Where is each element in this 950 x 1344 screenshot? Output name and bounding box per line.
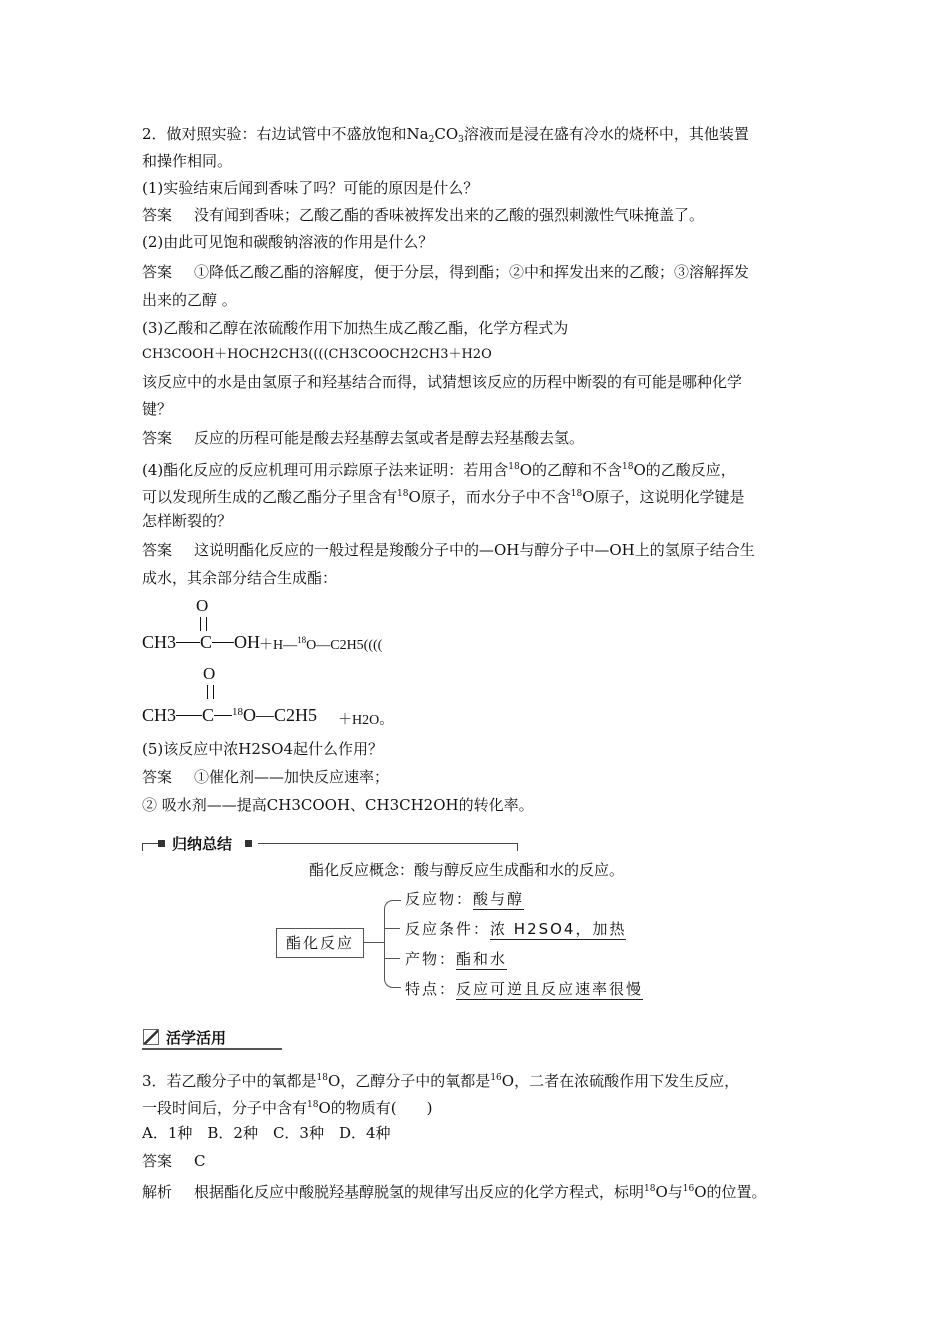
single-bond	[176, 715, 202, 716]
text: O原子，这说明化学键是	[582, 488, 745, 506]
branch-label: 特点：	[405, 980, 457, 998]
branch-products	[405, 948, 507, 969]
answer-label: 答案	[142, 206, 173, 224]
text: O的乙醇和不含	[519, 461, 623, 479]
subscript: 2	[428, 135, 435, 145]
answer-text: 没有闻到香味；乙酸乙酯的香味被挥发出来的乙酸的强烈刺激性气味掩盖了。	[194, 206, 705, 224]
isotope-16: 16	[682, 1184, 695, 1194]
branch-label: 反应物：	[405, 890, 474, 908]
branch-value: 反应可逆且反应速率很慢	[456, 980, 644, 998]
text: (4)酯化反应的反应机理可用示踪原子法来证明：若用含	[142, 461, 509, 479]
isotope-18: 18	[307, 1100, 319, 1110]
isotope-18: 18	[397, 489, 409, 499]
single-bond	[176, 642, 200, 643]
branch-value: 酯和水	[456, 950, 508, 968]
isotope-18: 18	[316, 1073, 328, 1083]
reactant-alcohol	[259, 634, 382, 654]
divider	[142, 843, 143, 851]
q3-analysis	[142, 1179, 767, 1202]
q2-p4-question-line3: 怎样断裂的？	[142, 512, 233, 530]
alcohol-group: O—C2H5((((	[306, 638, 383, 653]
ch3: CH3	[142, 632, 177, 652]
text: O原子，而水分子中不含	[408, 488, 571, 506]
branch-features	[405, 978, 643, 999]
plus-h: ＋H—	[259, 638, 298, 653]
double-bond	[207, 685, 214, 699]
q2-intro-line2: 和操作相同。	[142, 152, 233, 170]
q2-intro	[142, 124, 749, 150]
isotope-18: 18	[622, 462, 634, 472]
carbonyl-o: O	[196, 596, 209, 615]
branch-label: 反应条件：	[405, 920, 491, 938]
isotope-18: 18	[644, 1184, 656, 1194]
na: Na	[406, 125, 429, 143]
isotope-18: 18	[570, 489, 583, 499]
single-bond	[212, 642, 234, 643]
double-bond	[200, 617, 207, 631]
branch-conditions	[405, 918, 626, 939]
bracket	[384, 900, 401, 988]
text: 根据酯化反应中酸脱羟基醇脱氢的规律写出反应的化学方程式，标明	[194, 1183, 645, 1201]
product-water: ＋H2O。	[338, 713, 394, 728]
co: CO	[434, 125, 459, 143]
isotope-18: 18	[508, 462, 520, 472]
summary-concept: 酯化反应概念：酸与醇反应生成酯和水的反应。	[309, 861, 625, 879]
q2-p3-equation: CH3COOH＋HOCH2CH3((((CH3COOCH2CH3＋H2O	[142, 347, 492, 362]
q3-stem	[142, 1068, 739, 1091]
hydroxyl: OH	[234, 632, 261, 652]
branch-value: 浓 H2SO4，加热	[490, 920, 627, 938]
q2-p4-question	[142, 457, 736, 480]
subscript: 3	[458, 135, 464, 145]
text: 3．若乙酸分子中的氧都是	[142, 1072, 317, 1090]
branch-reactants	[405, 888, 524, 909]
reactant-acid	[142, 632, 260, 653]
text: O与	[655, 1183, 683, 1201]
q3-stem-line2	[142, 1095, 432, 1118]
isotope-16: 16	[490, 1073, 502, 1083]
diagonal-icon	[143, 1029, 159, 1045]
text: O，乙醇分子中的氧都是	[328, 1072, 491, 1090]
branch-label: 产物：	[405, 950, 457, 968]
isotope-18: 18	[297, 635, 307, 645]
ester-oxygen-group: O—C2H5	[243, 705, 318, 725]
answer-text: ①降低乙酸乙酯的溶解度，便于分层，得到酯；②中和挥发出来的乙酸；③溶解挥发	[194, 263, 750, 281]
practice-title: 活学活用	[166, 1030, 227, 1047]
summary-title: 归纳总结	[172, 836, 233, 853]
q2-p1-question: (1)实验结束后闻到香味了吗？可能的原因是什么？	[142, 179, 479, 197]
q2-p3-text-2: 键？	[142, 400, 173, 418]
q2-p3-question: (3)乙酸和乙醇在浓硫酸作用下加热生成乙酸乙酯，化学方程式为	[142, 319, 569, 337]
answer-text: 反应的历程可能是酸去羟基醇去氢或者是醇去羟基酸去氢。	[194, 429, 585, 447]
single-bond	[214, 715, 232, 716]
q3-answer	[142, 1151, 205, 1171]
answer-label: 答案	[142, 541, 173, 559]
root-box: 酯化反应	[276, 928, 364, 958]
analysis-label: 解析	[142, 1183, 173, 1201]
product-ester	[142, 705, 317, 726]
q2-p4-answer	[142, 540, 755, 560]
q2-p2-answer-line2: 出来的乙醇 。	[142, 291, 237, 309]
q2-p1-answer	[142, 205, 704, 225]
isotope-18: 18	[232, 706, 244, 718]
text: O的位置。	[694, 1183, 767, 1201]
text: 一段时间后，分子中含有	[142, 1099, 308, 1117]
q2-p2-question: (2)由此可见饱和碳酸钠溶液的作用是什么？	[142, 233, 434, 251]
q2-p5-question: (5)该反应中浓H2SO4起什么作用？	[142, 740, 383, 758]
divider	[517, 843, 518, 851]
text: O的乙酸反应，	[633, 461, 736, 479]
q2-p3-text: 该反应中的水是由氢原子和羟基结合而得，试猜想该反应的历程中断裂的有可能是哪种化学	[142, 373, 743, 391]
answer-text: ①催化剂——加快反应速率；	[194, 768, 390, 786]
connector	[364, 942, 384, 943]
q2-p5-answer-line2: ② 吸水剂——提高CH3COOH、CH3CH2OH的转化率。	[142, 796, 534, 814]
answer-label: 答案	[142, 429, 173, 447]
q2-intro-text-2: 溶液而是浸在盛有冷水的烧杯中，其他装置	[463, 125, 749, 143]
square-bullet	[158, 840, 165, 847]
q2-p2-answer	[142, 262, 749, 282]
answer-text: C	[194, 1152, 206, 1170]
q2-intro-text: 2．做对照实验：右边试管中不盛放饱和	[142, 125, 407, 143]
text: O，二者在浓硫酸作用下发生反应，	[501, 1072, 740, 1090]
carbon: C	[200, 632, 213, 652]
connector	[384, 928, 400, 929]
q2-p4-question-line2	[142, 484, 745, 507]
q2-p5-answer	[142, 767, 389, 787]
q2-p4-answer-line2: 成水，其余部分结合生成酯：	[142, 569, 338, 587]
carbon: C	[202, 705, 215, 725]
branch-value: 酸与醇	[473, 890, 525, 908]
square-bullet	[245, 840, 252, 847]
divider	[142, 1048, 282, 1050]
product-carbonyl-o: O	[203, 664, 216, 683]
text: O的物质有( )	[318, 1099, 433, 1117]
text: 可以发现所生成的乙酸乙酯分子里含有	[142, 488, 398, 506]
answer-label: 答案	[142, 768, 173, 786]
divider	[258, 843, 517, 844]
q3-options: A．1种 B．2种 C．3种 D．4种	[142, 1124, 391, 1142]
q2-p3-answer	[142, 428, 584, 448]
answer-label: 答案	[142, 1152, 173, 1170]
ch3: CH3	[142, 705, 177, 725]
answer-text: 这说明酯化反应的一般过程是羧酸分子中的—OH与醇分子中—OH上的氢原子结合生	[194, 541, 755, 559]
answer-label: 答案	[142, 263, 173, 281]
connector	[384, 958, 400, 959]
